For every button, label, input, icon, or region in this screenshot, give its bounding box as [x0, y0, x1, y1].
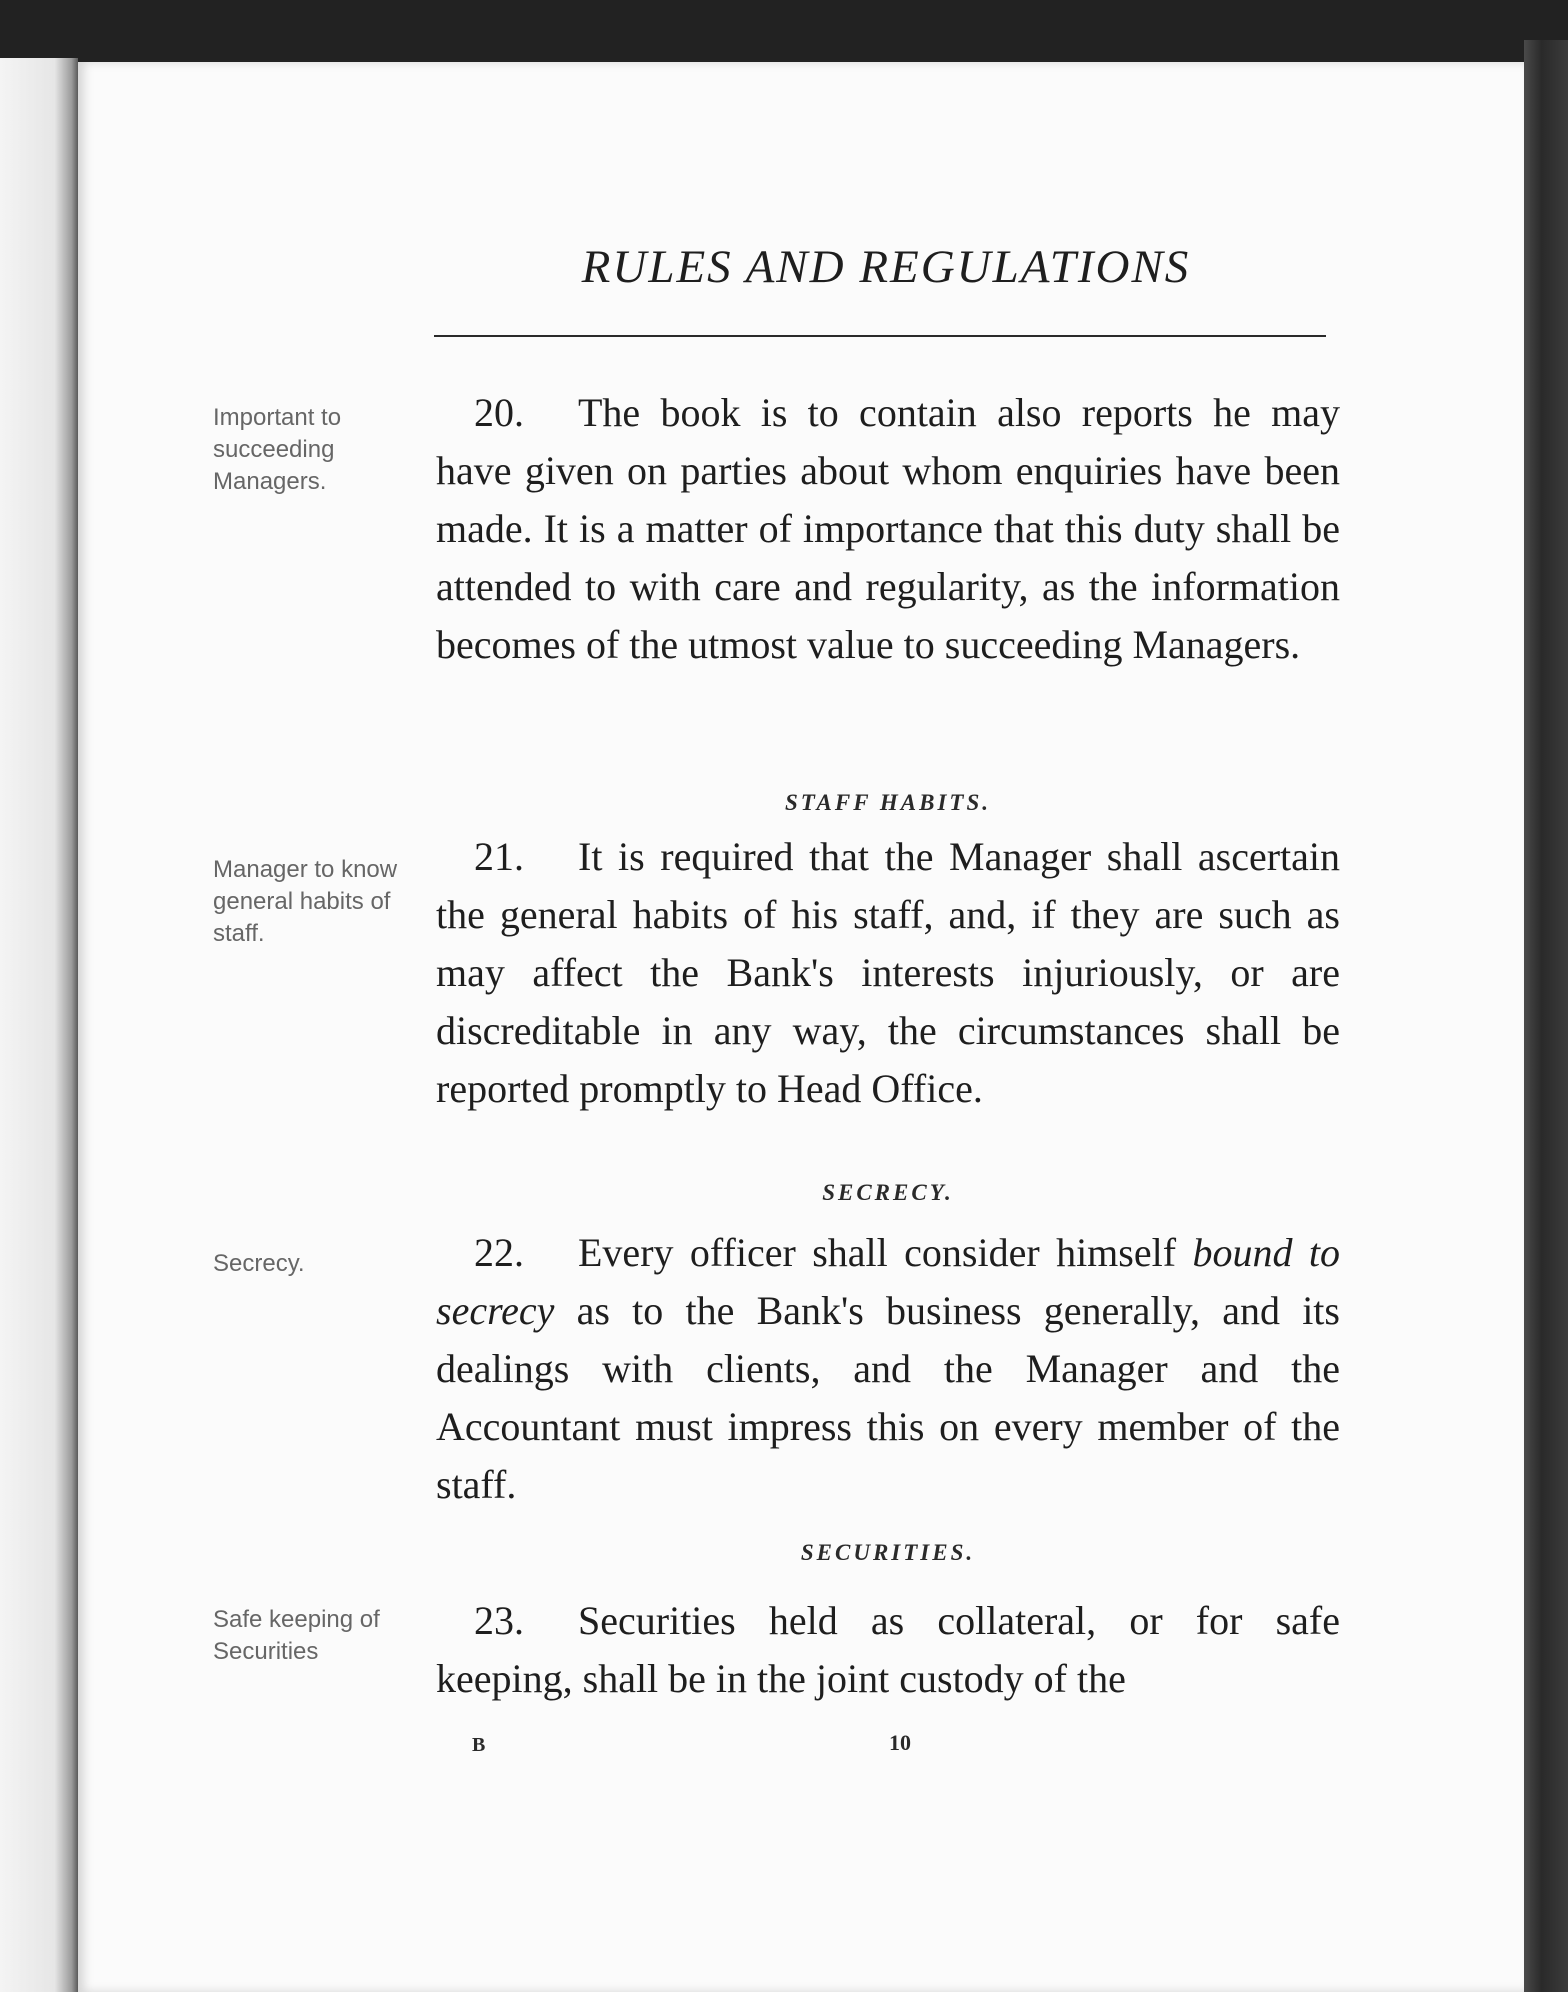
rule-text: The book is to contain also reports he may have given on parties about whom enquiries have been made. It is a matter of importance that this duty shall be attended to with care and regularity, as the information becomes of the utmost value to succeeding Managers. [436, 390, 1340, 667]
margin-note-rule-23: Safe keeping of Securities [213, 1606, 380, 1665]
signature-mark: B [472, 1734, 486, 1756]
facing-page-edge [0, 58, 78, 1992]
rule-text-before: Every officer shall consider himself [578, 1230, 1177, 1275]
rule-23 [436, 1592, 1340, 1708]
rule-text-emphasis: bound to secrecy [436, 1230, 1341, 1333]
margin-note-rule-22: Secrecy. [213, 1250, 305, 1277]
rule-number: 22. [474, 1230, 524, 1275]
rule-text: Securities held as collateral, or for safe keeping, shall be in the joint custody of the [436, 1598, 1340, 1701]
rule-22 [436, 1224, 1340, 1514]
running-head: RULES AND REGULATIONS [581, 241, 1191, 293]
section-heading-securities: SECURITIES. [800, 1540, 976, 1565]
rule-20 [436, 384, 1340, 674]
page-number: 10 [889, 1730, 911, 1755]
margin-note-rule-20: Important to succeeding Managers. [213, 404, 342, 495]
rule-number: 20. [474, 390, 524, 435]
head-rule [434, 335, 1326, 337]
book-fore-edge [1524, 40, 1568, 1992]
rule-text: It is required that the Manager shall ascertain the general habits of his staff, and, if they are such as may affect the Bank's interests injuriously, or are discreditable in any way, the circumstances shall be reported promptly to Head Office. [436, 834, 1340, 1111]
rule-text-after: as to the Bank's business generally, and its dealings with clients, and the Manager and the Accountant must impress this on every member of the staff. [436, 1288, 1340, 1507]
rule-number: 23. [474, 1598, 524, 1643]
section-heading-secrecy: SECRECY. [822, 1180, 954, 1205]
margin-note-rule-21: Manager to know general habits of staff. [213, 856, 398, 947]
rule-number: 21. [474, 834, 524, 879]
rule-21 [436, 828, 1340, 1118]
section-heading-staff-habits: STAFF HABITS. [784, 790, 992, 815]
